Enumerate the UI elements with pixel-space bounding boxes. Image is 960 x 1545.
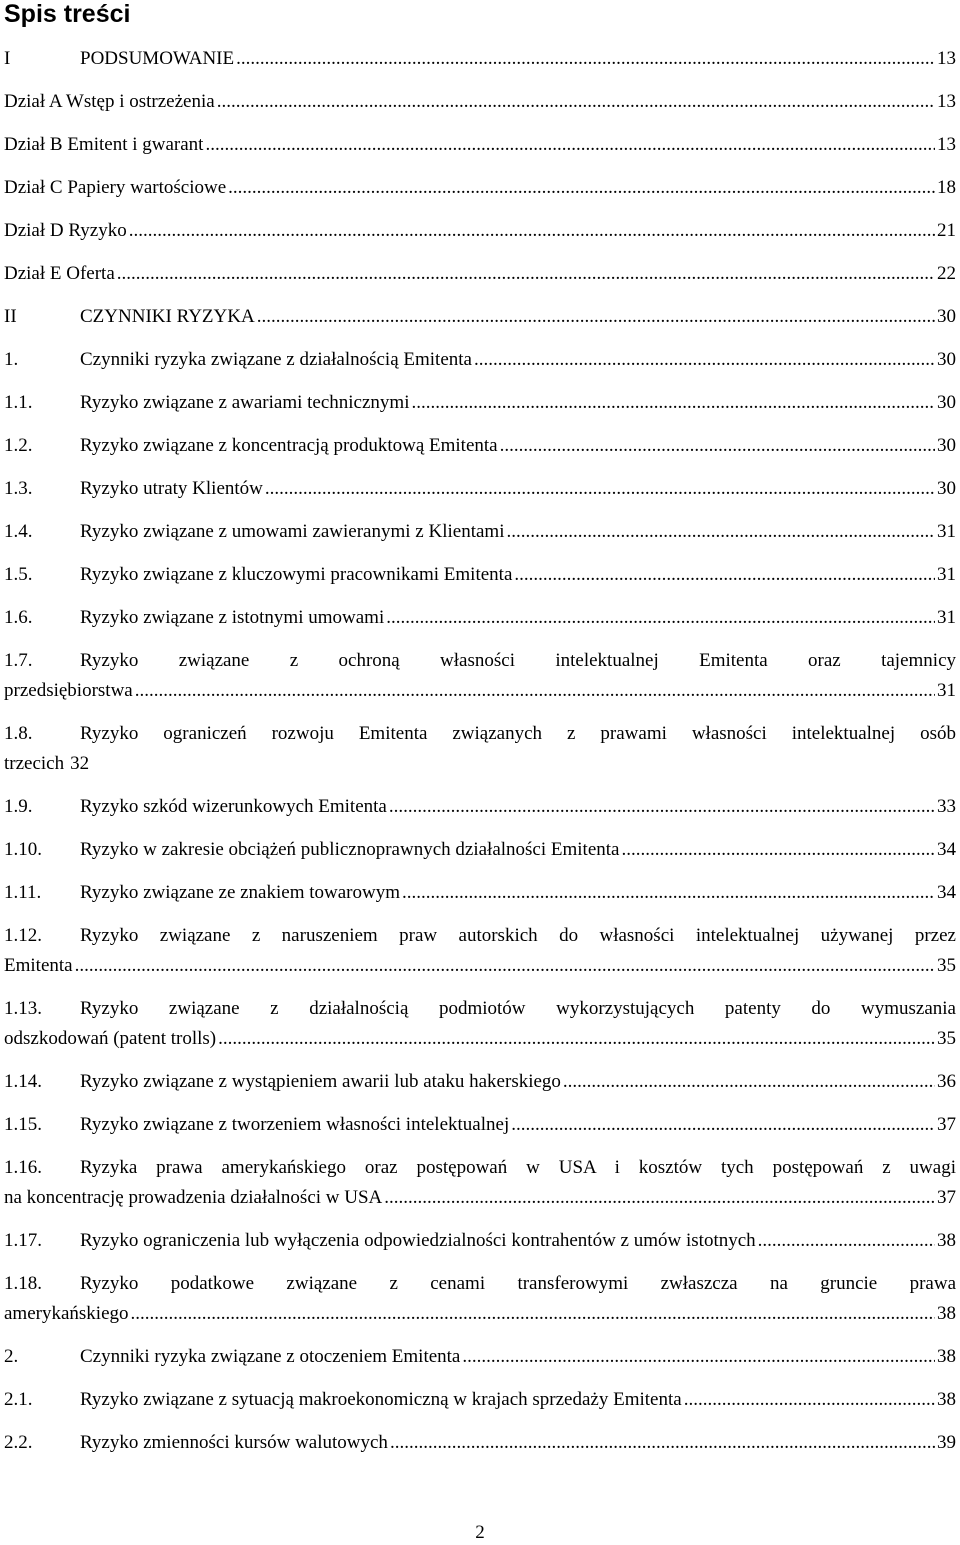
toc-entry-multiline[interactable] [4,994,956,1054]
toc-entry-page: 30 [937,435,956,456]
toc-entry-label-line2: Emitenta [4,955,73,976]
toc-entry-page: 22 [937,263,956,284]
dot-leader [402,878,935,908]
toc-entry-page: 31 [937,564,956,585]
toc-entry-number: 1.1. [4,392,33,413]
toc-entry-page: 34 [937,839,956,860]
page-title: Spis treści [4,0,131,28]
dot-leader [228,173,935,203]
toc-entry-number: 1.5. [4,564,33,585]
toc-entry-page: 32 [70,753,90,774]
toc-entry-label-line1: Ryzyko ograniczeń rozwoju Emitenta związanych z prawami własności intelektualnej osób [80,723,956,744]
toc-entry-label-line2: przedsiębiorstwa [4,680,133,701]
toc-entry-label-line2: trzecich [4,753,65,774]
toc-entry-number: 1.11. [4,882,42,903]
toc-entry-number: 1.14. [4,1071,42,1092]
toc-entry[interactable] [4,431,956,461]
toc-entry-number: 1.3. [4,478,33,499]
toc-entry-label: Ryzyko zmienności kursów walutowych [80,1432,388,1453]
toc-entry-label: Dział E Oferta [4,263,115,284]
toc-entry-number: 1.6. [4,607,33,628]
dot-leader [386,603,935,633]
toc-entry-number: 1.9. [4,796,33,817]
dot-leader [462,1342,935,1372]
toc-entry[interactable] [4,1428,956,1458]
toc-entry-label: Dział B Emitent i gwarant [4,134,204,155]
dot-leader [390,1428,935,1458]
dot-leader [205,130,935,160]
dot-leader [117,259,935,289]
dot-leader [563,1067,935,1097]
toc-entry-page: 31 [937,521,956,542]
toc-entry-label: Ryzyko związane z istotnymi umowami [80,607,385,628]
toc-entry-page: 35 [937,955,956,976]
toc-entry-multiline[interactable] [4,1269,956,1329]
toc-entry-label: Ryzyko związane z kluczowymi pracownikami Emitenta [80,564,513,585]
toc-entry[interactable] [4,130,956,160]
toc-entry-multiline[interactable] [4,646,956,706]
toc-entry-label: Ryzyko związane z wystąpieniem awarii lub ataku hakerskiego [80,1071,561,1092]
dot-leader [129,216,935,246]
toc-entry-number: 1.4. [4,521,33,542]
dot-leader [265,474,935,504]
dot-leader [257,302,935,332]
toc-entry-page: 13 [937,134,956,155]
toc-entry[interactable] [4,878,956,908]
toc-entry[interactable] [4,1226,956,1256]
toc-entry-label-line1: Ryzyko związane z naruszeniem praw autorskich do własności intelektualnej używanej przez [80,925,956,946]
dot-leader [511,1110,935,1140]
toc-entry-number: II [4,306,17,327]
toc-entry-page: 38 [937,1346,956,1367]
toc-entry-label: Ryzyko utraty Klientów [80,478,263,499]
toc-entry-label: Ryzyko ograniczenia lub wyłączenia odpowiedzialności kontrahentów z umów istotnych [80,1230,756,1251]
toc-entry[interactable] [4,173,956,203]
dot-leader [217,87,935,117]
toc-entry-label: Dział C Papiery wartościowe [4,177,227,198]
dot-leader [218,1024,935,1054]
toc-entry-page: 37 [937,1187,956,1208]
dot-leader [684,1385,935,1415]
toc-entry[interactable] [4,44,956,74]
toc-entry-page: 34 [937,882,956,903]
toc-entry-page: 18 [937,177,956,198]
toc-entry-label: Dział A Wstęp i ostrzeżenia [4,91,215,112]
dot-leader [758,1226,935,1256]
toc-entry-page: 36 [937,1071,956,1092]
toc-entry-number: 1.16. [4,1157,42,1178]
toc-entry-label-line1: Ryzyko związane z ochroną własności intelektualnej Emitenta oraz tajemnicy [80,650,956,671]
toc-entry-label: Czynniki ryzyka związane z działalnością Emitenta [80,349,472,370]
toc-entry-label-line1: Ryzyka prawa amerykańskiego oraz postępowań w USA i kosztów tych postępowań z uwagi [80,1157,956,1178]
toc-entry[interactable] [4,835,956,865]
toc-entry-label: Ryzyko związane ze znakiem towarowym [80,882,400,903]
dot-leader [389,792,935,822]
dot-leader [514,560,935,590]
dot-leader [411,388,935,418]
toc-entry[interactable] [4,388,956,418]
toc-entry-label: Ryzyko w zakresie obciążeń publicznoprawnych działalności Emitenta [80,839,620,860]
toc-entry-page: 30 [937,306,956,327]
toc-entry-number: 1.12. [4,925,42,946]
toc-entry-page: 31 [937,607,956,628]
toc-entry[interactable] [4,216,956,246]
toc-entry-number: 2.1. [4,1389,33,1410]
toc-entry-page: 38 [937,1303,956,1324]
toc-entry-label-line1: Ryzyko związane z działalnością podmiotów wykorzystujących patenty do wymuszania [80,998,956,1019]
toc-entry-number: I [4,48,11,69]
toc-entry-label: Ryzyko związane z awariami technicznymi [80,392,410,413]
dot-leader [131,1299,935,1329]
toc-entry[interactable] [4,474,956,504]
toc-entry[interactable] [4,1342,956,1372]
dot-leader [500,431,935,461]
toc-entry-page: 35 [937,1028,956,1049]
dot-leader [506,517,935,547]
toc-entry-number: 1.18. [4,1273,42,1294]
dot-leader [384,1183,935,1213]
toc-entry-label: Ryzyko związane z umowami zawieranymi z Klientami [80,521,505,542]
toc-entry-page: 13 [937,91,956,112]
toc-entry-multiline[interactable] [4,1153,956,1213]
dot-leader [621,835,935,865]
toc-entry-page: 33 [937,796,956,817]
table-of-contents [4,44,956,1471]
toc-entry-page: 30 [937,478,956,499]
toc-entry-label-line2: na koncentrację prowadzenia działalności w USA [4,1187,383,1208]
toc-entry[interactable] [4,1110,956,1140]
toc-entry[interactable] [4,517,956,547]
toc-entry[interactable] [4,1067,956,1097]
toc-entry-number: 2.2. [4,1432,33,1453]
toc-entry-page: 13 [937,48,956,69]
toc-entry-page: 21 [937,220,956,241]
toc-entry-label: PODSUMOWANIE [80,48,235,69]
toc-entry-label: Ryzyko związane z tworzeniem własności intelektualnej [80,1114,510,1135]
toc-entry-multiline[interactable] [4,921,956,981]
dot-leader [135,676,935,706]
toc-entry-label-line1: Ryzyko podatkowe związane z cenami transferowymi zwłaszcza na gruncie prawa [80,1273,956,1294]
toc-entry-label: Dział D Ryzyko [4,220,127,241]
toc-entry-number: 1.7. [4,650,33,671]
toc-entry-multiline[interactable] [4,719,956,779]
toc-entry-label: Ryzyko związane z sytuacją makroekonomiczną w krajach sprzedaży Emitenta [80,1389,682,1410]
toc-entry-number: 1.17. [4,1230,42,1251]
toc-entry-page: 30 [937,392,956,413]
toc-entry-label: CZYNNIKI RYZYKA [80,306,255,327]
toc-entry[interactable] [4,603,956,633]
toc-entry-number: 1. [4,349,19,370]
toc-entry[interactable] [4,1385,956,1415]
toc-entry-label-line2: amerykańskiego [4,1303,129,1324]
toc-entry-label: Ryzyko szkód wizerunkowych Emitenta [80,796,387,817]
toc-entry[interactable] [4,345,956,375]
dot-leader [75,951,935,981]
toc-entry-number: 2. [4,1346,19,1367]
toc-entry[interactable] [4,302,956,332]
toc-entry[interactable] [4,87,956,117]
toc-entry-page: 38 [937,1230,956,1251]
toc-entry-page: 39 [937,1432,956,1453]
toc-entry-number: 1.8. [4,723,33,744]
toc-entry-label: Ryzyko związane z koncentracją produktową Emitenta [80,435,498,456]
toc-entry-number: 1.10. [4,839,42,860]
toc-entry[interactable] [4,560,956,590]
toc-entry-label: Czynniki ryzyka związane z otoczeniem Emitenta [80,1346,461,1367]
toc-entry-page: 30 [937,349,956,370]
toc-entry-page: 37 [937,1114,956,1135]
page-number: 2 [475,1522,485,1543]
toc-entry-number: 1.2. [4,435,33,456]
toc-entry-number: 1.15. [4,1114,42,1135]
toc-entry[interactable] [4,792,956,822]
dot-leader [236,44,935,74]
dot-leader [474,345,935,375]
toc-entry-label-line2: odszkodowań (patent trolls) [4,1028,217,1049]
toc-entry-number: 1.13. [4,998,42,1019]
toc-entry[interactable] [4,259,956,289]
toc-entry-page: 38 [937,1389,956,1410]
toc-entry-page: 31 [937,680,956,701]
